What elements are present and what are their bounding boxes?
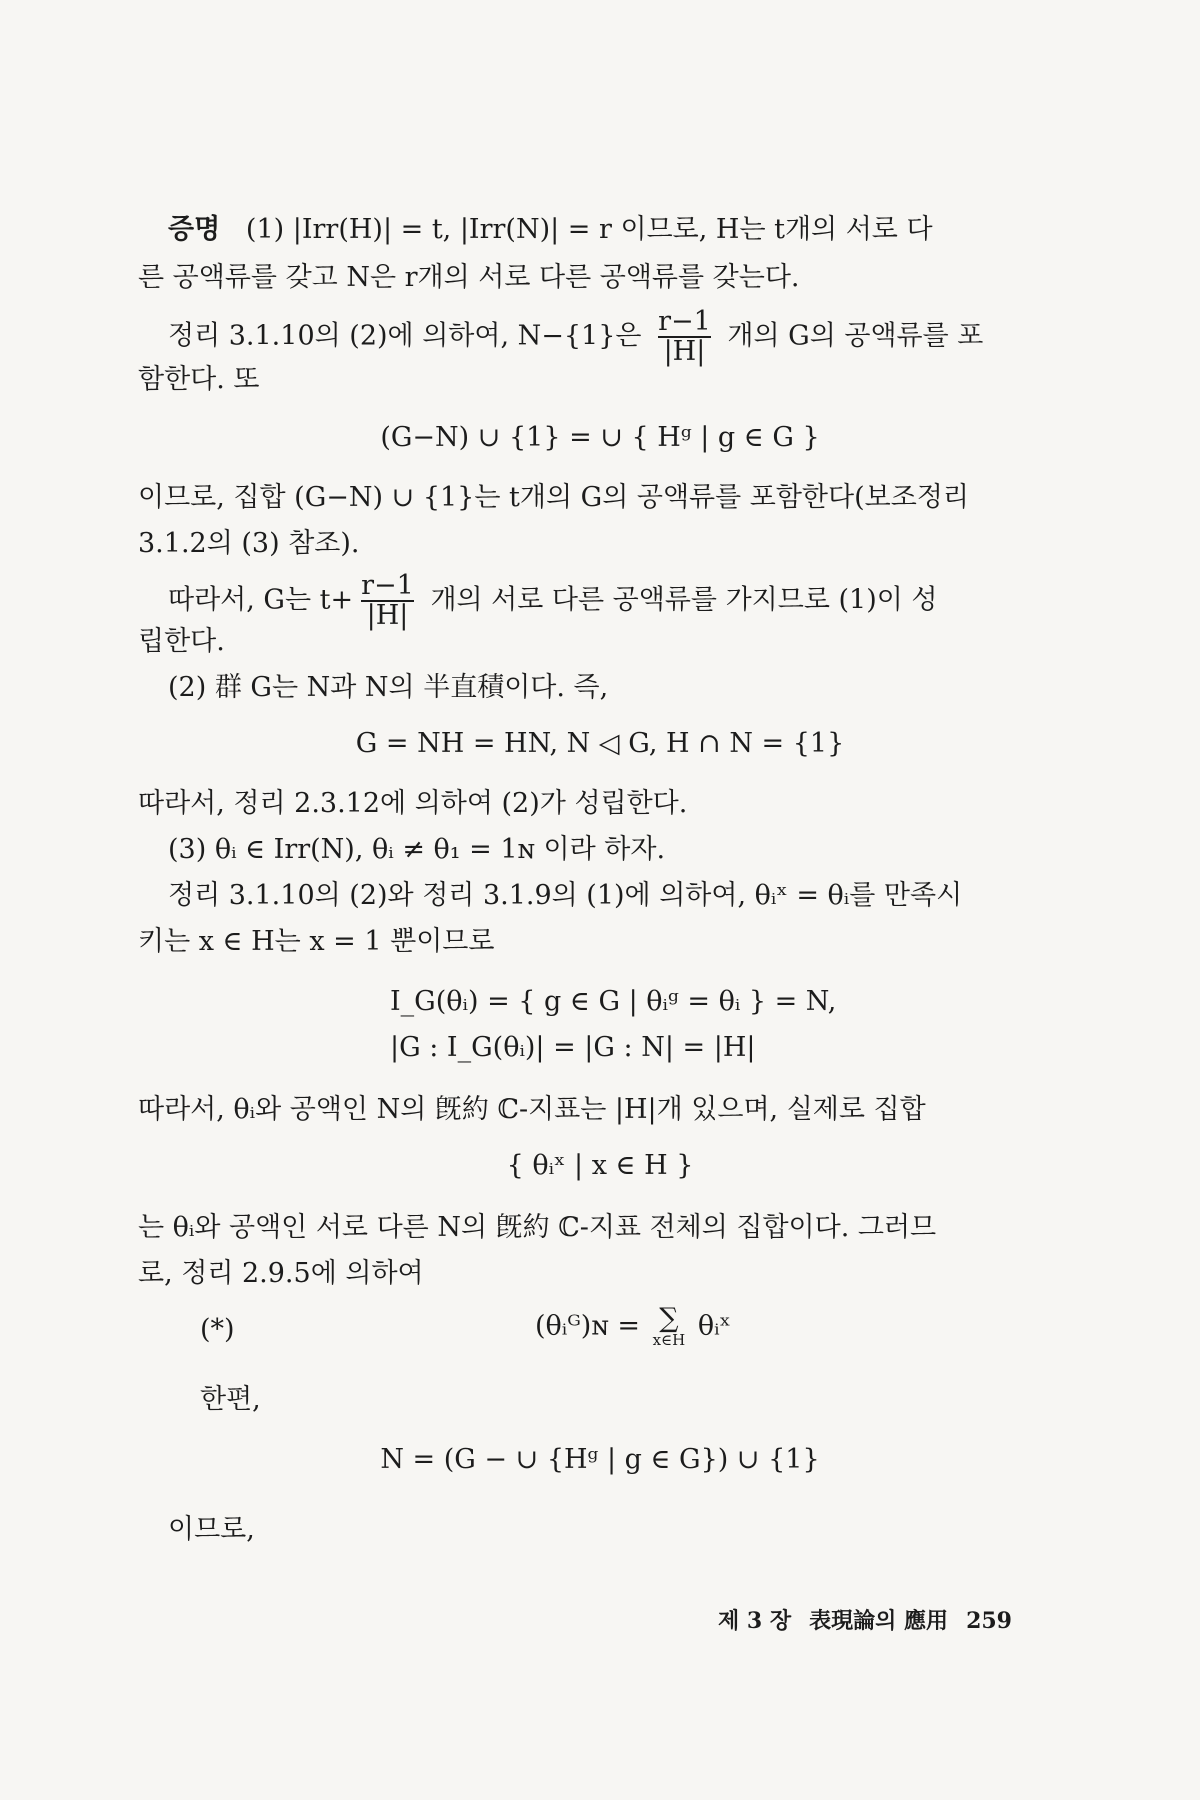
proof-paragraph-2-line-2: 함한다. 또: [138, 364, 260, 395]
fraction-numerator: r−1: [361, 570, 414, 601]
equation-7: N = (G − ∪ {Hᵍ | g ∈ G}) ∪ {1}: [380, 1444, 820, 1475]
proof-paragraph-5: (2) 群 G는 N과 N의 半直積이다. 즉,: [168, 672, 609, 703]
fraction-numerator: r−1: [658, 306, 711, 337]
proof-paragraph-11: 한편,: [200, 1384, 261, 1415]
proof-paragraph-4-line-1: [168, 572, 938, 630]
proof-heading: 증명: [168, 214, 221, 245]
proof-paragraph-12: 이므로,: [168, 1514, 255, 1545]
page-number: 259: [966, 1608, 1012, 1634]
equation-6-lhs: (θᵢᴳ)ɴ =: [535, 1310, 640, 1342]
equation-6-tag: (*): [200, 1314, 235, 1345]
equation-6-rhs: θᵢˣ: [697, 1310, 731, 1342]
equation-3: I_G(θᵢ) = { g ∈ G | θᵢᵍ = θᵢ } = N,: [390, 986, 837, 1017]
footer-title: 表現論의 應用: [809, 1608, 949, 1634]
proof-paragraph-1-line-2: 른 공액류를 갖고 N은 r개의 서로 다른 공액류를 갖는다.: [138, 262, 800, 293]
summation-index: x∈H: [652, 1331, 686, 1349]
proof-text: 따라서, G는 t+: [168, 584, 354, 616]
proof-paragraph-6: 따라서, 정리 2.3.12에 의하여 (2)가 성립한다.: [138, 788, 688, 819]
proof-paragraph-9: 따라서, θᵢ와 공액인 N의 旣約 ℂ-지표는 |H|개 있으며, 실제로 집합: [138, 1094, 926, 1125]
proof-paragraph-10-line-1: 는 θᵢ와 공액인 서로 다른 N의 旣約 ℂ-지표 전체의 집합이다. 그러므: [138, 1212, 937, 1243]
proof-paragraph-2-line-1: [168, 308, 983, 366]
proof-paragraph-10-line-2: 로, 정리 2.9.5에 의하여: [138, 1258, 424, 1289]
fraction: [357, 572, 418, 630]
proof-paragraph-3-line-2: 3.1.2의 (3) 참조).: [138, 528, 360, 559]
equation-4: |G : I_G(θᵢ)| = |G : N| = |H|: [390, 1032, 756, 1063]
equation-1: (G−N) ∪ {1} = ∪ { Hᵍ | g ∈ G }: [380, 422, 820, 453]
summation-sign: ∑: [659, 1303, 679, 1334]
proof-paragraph-7: (3) θᵢ ∈ Irr(N), θᵢ ≠ θ₁ = 1ɴ 이라 하자.: [168, 834, 666, 865]
proof-paragraph-3-line-1: 이므로, 집합 (G−N) ∪ {1}는 t개의 G의 공액류를 포함한다(보조정리: [138, 482, 969, 513]
fraction: [654, 308, 715, 366]
equation-5: { θᵢˣ | x ∈ H }: [506, 1150, 694, 1181]
proof-paragraph-1-line-1: [168, 212, 933, 248]
page-footer: [700, 1604, 1012, 1635]
proof-paragraph-8-line-2: 키는 x ∈ H는 x = 1 뿐이므로: [138, 926, 495, 957]
proof-text: 개의 G의 공액류를 포: [727, 320, 984, 352]
proof-paragraph-8-line-1: 정리 3.1.10의 (2)와 정리 3.1.9의 (1)에 의하여, θᵢˣ = θᵢ를 만족시: [168, 880, 963, 911]
fraction-denominator: |H|: [361, 600, 415, 630]
proof-text: 정리 3.1.10의 (2)에 의하여, N−{1}은: [168, 320, 642, 352]
equation-2: G = NH = HN, N ◁ G, H ∩ N = {1}: [355, 728, 845, 759]
equation-6: [535, 1303, 731, 1349]
summation: [652, 1303, 686, 1349]
proof-text: 개의 서로 다른 공액류를 가지므로 (1)이 성: [430, 584, 938, 616]
proof-text: (1) |Irr(H)| = t, |Irr(N)| = r 이므로, H는 t개의 서로 다: [245, 214, 933, 245]
proof-paragraph-4-line-2: 립한다.: [138, 626, 225, 657]
footer-chapter: 제 3 장: [718, 1608, 792, 1634]
fraction-denominator: |H|: [658, 336, 712, 366]
